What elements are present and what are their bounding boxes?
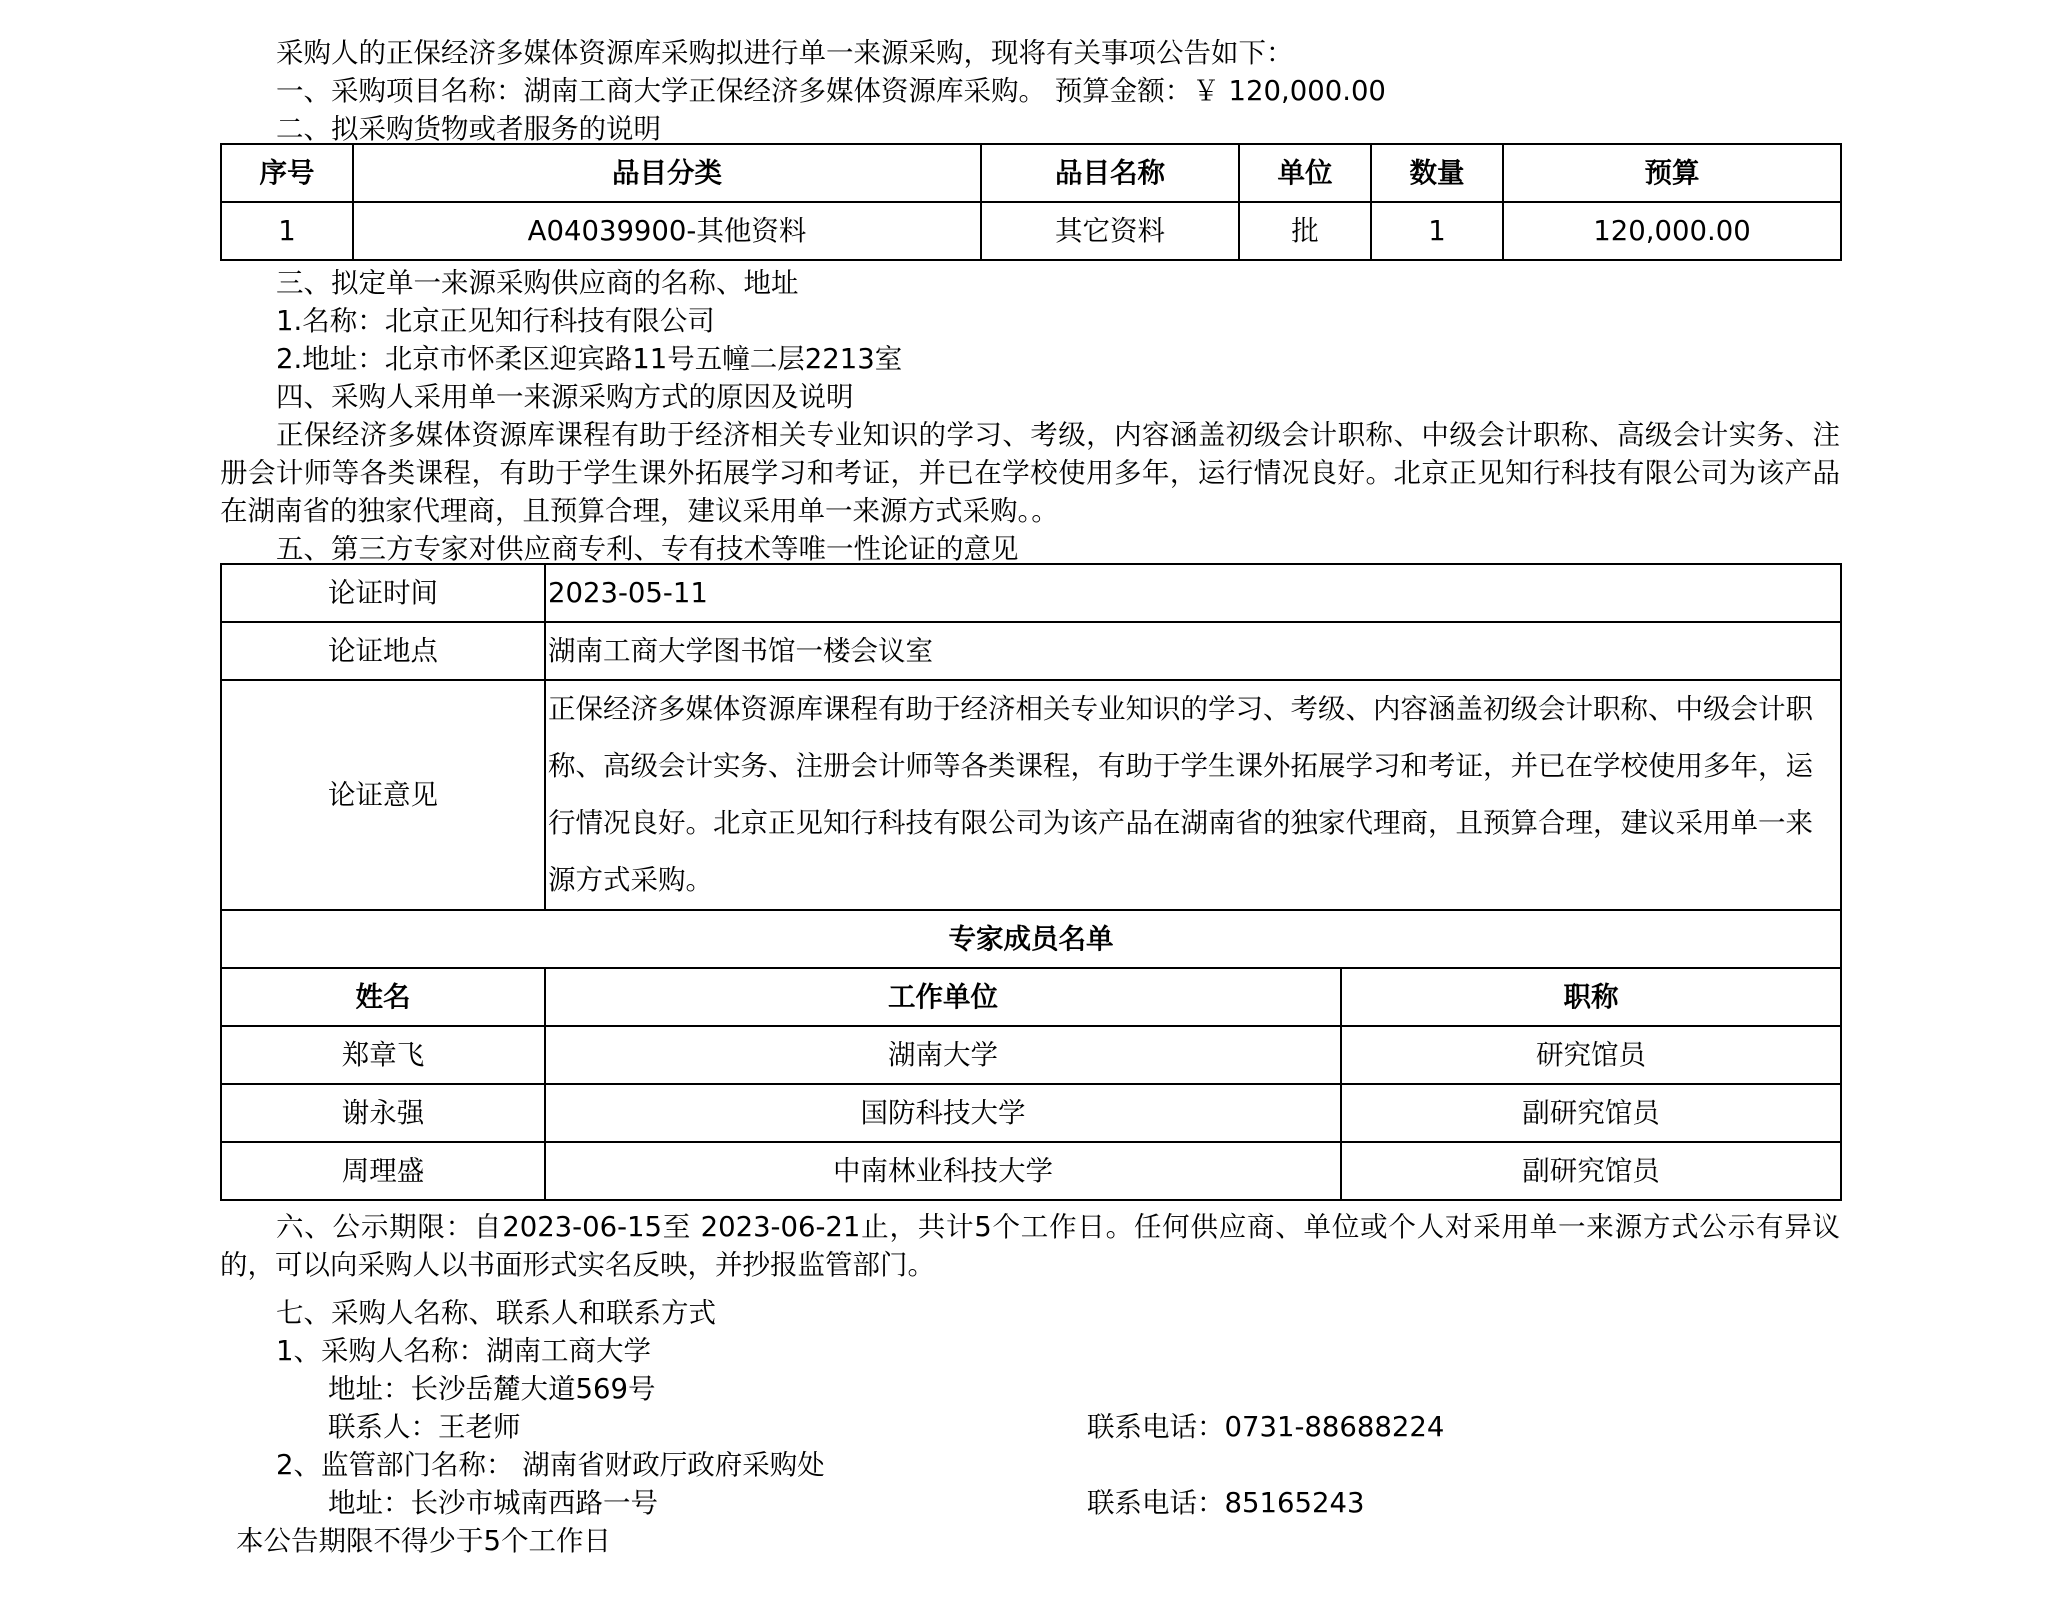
supplier-name: 1.名称：北京正见知行科技有限公司: [276, 305, 715, 337]
table-cell: 1: [221, 202, 353, 260]
expert-name: 周理盛: [221, 1142, 545, 1200]
section7-title: 七、采购人名称、联系人和联系方式: [276, 1297, 716, 1329]
purchaser-address: 地址：长沙岳麓大道569号: [328, 1373, 656, 1405]
review-place-value: 湖南工商大学图书馆一楼会议室: [545, 622, 1841, 680]
header-cell: 数量: [1371, 144, 1503, 202]
supervisor-name: 2、监管部门名称： 湖南省财政厅政府采购处: [276, 1449, 825, 1481]
review-opinion-value: 正保经济多媒体资源库课程有助于经济相关专业知识的学习、考级、内容涵盖初级会计职称、中级会计职称、高级会计实务、注册会计师等各类课程，有助于学生课外拓展学习和考证，并已在学校使用多年，运行情况良好。北京正见知行科技有限公司为该产品在湖南省的独家代理商，且预算合理，建议采用单一来源方式采购。: [545, 680, 1841, 910]
intro-text: 采购人的正保经济多媒体资源库采购拟进行单一来源采购，现将有关事项公告如下：: [276, 37, 1294, 69]
section3-title: 三、拟定单一来源采购供应商的名称、地址: [276, 267, 799, 299]
review-place-label: 论证地点: [221, 622, 545, 680]
expert-title: 副研究馆员: [1341, 1142, 1841, 1200]
expert-title: 研究馆员: [1341, 1026, 1841, 1084]
items-table-header: [221, 144, 1841, 202]
expert-unit: 中南林业科技大学: [545, 1142, 1341, 1200]
expert-unit: 湖南大学: [545, 1026, 1341, 1084]
footer-note: 本公告期限不得少于5个工作日: [236, 1525, 611, 1557]
table-row: [221, 202, 1841, 260]
review-time-value: 2023-05-11: [545, 564, 1841, 622]
header-cell: 品目名称: [981, 144, 1239, 202]
expert-unit: 国防科技大学: [545, 1084, 1341, 1142]
section1-project-name: 一、采购项目名称：湖南工商大学正保经济多媒体资源库采购。 预算金额：￥ 120,000.00: [276, 75, 1386, 107]
table-cell: 1: [1371, 202, 1503, 260]
section5-title: 五、第三方专家对供应商专利、专有技术等唯一性论证的意见: [276, 533, 1019, 565]
review-time-row: [221, 564, 1841, 622]
table-row: [221, 1084, 1841, 1142]
purchaser-contact: 联系人：王老师: [328, 1411, 521, 1443]
supplier-address: 2.地址：北京市怀柔区迎宾路11号五幢二层2213室: [276, 343, 903, 375]
section4-title: 四、采购人采用单一来源采购方式的原因及说明: [276, 381, 854, 413]
header-cell: 序号: [221, 144, 353, 202]
purchaser-phone: 联系电话：0731-88688224: [1087, 1411, 1445, 1443]
review-place-row: [221, 622, 1841, 680]
table-cell: 其它资料: [981, 202, 1239, 260]
header-cell: 单位: [1239, 144, 1371, 202]
expert-name: 郑章飞: [221, 1026, 545, 1084]
experts-header-row: [221, 968, 1841, 1026]
table-row: [221, 1142, 1841, 1200]
header-cell: 预算: [1503, 144, 1841, 202]
section4-body: 正保经济多媒体资源库课程有助于经济相关专业知识的学习、考级，内容涵盖初级会计职称、中级会计职称、高级会计实务、注册会计师等各类课程，有助于学生课外拓展学习和考证，并已在学校使用多年，运行情况良好。北京正见知行科技有限公司为该产品在湖南省的独家代理商，且预算合理，建议采用单一来源方式采购。。: [220, 419, 1840, 527]
header-cell: 品目分类: [353, 144, 981, 202]
supervisor-phone: 联系电话：85165243: [1087, 1487, 1365, 1519]
experts-title-row: [221, 910, 1841, 968]
header-cell: 工作单位: [545, 968, 1341, 1026]
experts-title: 专家成员名单: [221, 910, 1841, 968]
table-cell: 批: [1239, 202, 1371, 260]
items-table: [220, 143, 1842, 261]
expert-name: 谢永强: [221, 1084, 545, 1142]
section2-title: 二、拟采购货物或者服务的说明: [276, 113, 661, 145]
expert-review-table: [220, 563, 1842, 1201]
section6-notice-period: 六、公示期限：自2023-06-15至 2023-06-21止，共计5个工作日。任何供应商、单位或个人对采用单一来源方式公示有异议的，可以向采购人以书面形式实名反映，并抄报监管部门。: [220, 1211, 1840, 1281]
supervisor-address: 地址：长沙市城南西路一号: [328, 1487, 658, 1519]
table-row: [221, 1026, 1841, 1084]
table-cell: 120,000.00: [1503, 202, 1841, 260]
header-cell: 姓名: [221, 968, 545, 1026]
review-time-label: 论证时间: [221, 564, 545, 622]
header-cell: 职称: [1341, 968, 1841, 1026]
purchaser-name: 1、采购人名称：湖南工商大学: [276, 1335, 651, 1367]
expert-title: 副研究馆员: [1341, 1084, 1841, 1142]
review-opinion-row: [221, 680, 1841, 910]
table-cell: A04039900-其他资料: [353, 202, 981, 260]
review-opinion-label: 论证意见: [221, 680, 545, 910]
